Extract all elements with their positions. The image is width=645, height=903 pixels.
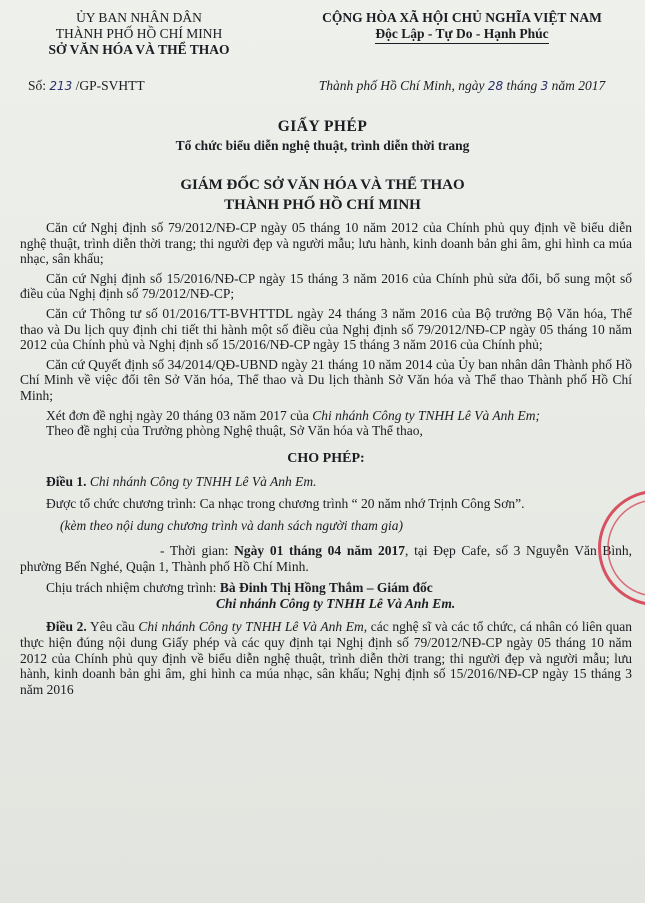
program-note: (kèm theo nội dung chương trình và danh sách người tham gia) bbox=[60, 517, 403, 533]
authority-line-2: THÀNH PHỐ HỒ CHÍ MINH bbox=[224, 197, 421, 213]
article-2: Điều 2. Yêu cầu Chi nhánh Công ty TNHH Lê Và Anh Em, các nghệ sĩ và các tổ chức, cá nhân có liên quan thực hiện đúng nội dung Giấy phép và các quy định tại Nghị định số 79/2012/NĐ-CP ngày 05 tháng 10 năm 2012 của Chính phủ quy định về biểu diễn nghệ thuật, trình diễn thời trang; thi người đẹp và người mẫu; lưu hành, kinh doanh bản ghi âm, ghi hình ca múa nhạc, sân khấu; Nghị định số 15/2016/NĐ-CP ngày 15 tháng 3 năm 2016 bbox=[20, 619, 633, 697]
basis-paragraph: Căn cứ Quyết định số 34/2014/QĐ-UBND ngày 21 tháng 10 năm 2014 của Ủy ban nhân dân Thành phố Hồ Chí Minh về việc đổi tên Sở Văn hóa, Thể thao và Du lịch thành Sở Văn hóa và Thể thao Thành phố Hồ Chí Minh; bbox=[20, 356, 632, 403]
issue-date: Thành phố Hồ Chí Minh, ngày 28 tháng 3 năm 2017 bbox=[318, 78, 606, 93]
event-time-location: - Thời gian: Ngày 01 tháng 04 năm 2017, tại Đẹp Cafe, số 3 Nguyễn Văn Bình, phường Bến Nghé, Quận 1, Thành phố Hồ Chí Minh. bbox=[20, 543, 632, 574]
authority-line-1: GIÁM ĐỐC SỞ VĂN HÓA VÀ THỂ THAO bbox=[180, 177, 465, 193]
seal-stamp-icon bbox=[598, 490, 645, 610]
issuing-agency-header bbox=[8, 10, 270, 58]
article-1: Điều 1. Chi nhánh Công ty TNHH Lê Và Anh Em. bbox=[46, 474, 317, 490]
document-title: GIẤY PHÉP bbox=[277, 118, 368, 135]
basis-paragraph: Căn cứ Nghị định số 15/2016/NĐ-CP ngày 15 tháng 3 năm 2016 của Chính phủ sửa đổi, bổ sung một số điều của Nghị định số 79/2012/NĐ-CP; bbox=[20, 270, 632, 302]
document-subtitle: Tổ chức biểu diễn nghệ thuật, trình diễn thời trang bbox=[175, 138, 470, 153]
document-body bbox=[20, 220, 632, 701]
motto: Độc Lập - Tự Do - Hạnh Phúc bbox=[375, 26, 548, 44]
responsible-person: Chịu trách nhiệm chương trình: Bà Đinh Thị Hồng Thắm – Giám đốc bbox=[46, 580, 433, 596]
permit-heading: CHO PHÉP: bbox=[287, 450, 365, 466]
agency-line-3: SỞ VĂN HÓA VÀ THỂ THAO bbox=[48, 42, 230, 57]
program-line: Được tổ chức chương trình: Ca nhạc trong chương trình “ 20 năm nhớ Trịnh Công Sơn”. bbox=[46, 495, 525, 511]
handwritten-day: 28 bbox=[487, 79, 504, 93]
document-number: Số: 213 /GP-SVHTT bbox=[28, 78, 145, 93]
handwritten-month: 3 bbox=[540, 79, 549, 93]
national-motto-header bbox=[286, 10, 638, 44]
basis-paragraph: Căn cứ Thông tư số 01/2016/TT-BVHTTDL ngày 24 tháng 3 năm 2016 của Bộ trưởng Bộ Văn hóa, Thể thao và Du lịch quy định chi tiết thi hành một số điều của Nghị định số 79/2012/NĐ-CP ngày 05 tháng 10 năm 2012 của Chính phủ và Nghị định số 15/2016/NĐ-CP ngày 15 tháng 3 năm 2016 của Chính phủ; bbox=[20, 305, 632, 353]
agency-line-1: ỦY BAN NHÂN DÂN bbox=[76, 10, 202, 25]
responsible-org: Chi nhánh Công ty TNHH Lê Và Anh Em. bbox=[216, 595, 456, 611]
basis-paragraph: Căn cứ Nghị định số 79/2012/NĐ-CP ngày 05 tháng 10 năm 2012 của Chính phủ quy định về biểu diễn nghệ thuật, trình diễn thời trang; thi người đẹp và người mẫu; lưu hành, kinh doanh bản ghi âm, ghi hình ca múa nhạc, sân khấu; bbox=[20, 220, 632, 267]
agency-line-2: THÀNH PHỐ HỒ CHÍ MINH bbox=[55, 26, 223, 41]
consideration-1: Xét đơn đề nghị ngày 20 tháng 03 năm 2017 của Chi nhánh Công ty TNHH Lê Và Anh Em; bbox=[46, 407, 540, 423]
country-name: CỘNG HÒA XÃ HỘI CHỦ NGHĨA VIỆT NAM bbox=[322, 10, 602, 25]
consideration-2: Theo đề nghị của Trưởng phòng Nghệ thuật, Sở Văn hóa và Thể thao, bbox=[46, 423, 423, 439]
handwritten-number: 213 bbox=[49, 79, 73, 93]
